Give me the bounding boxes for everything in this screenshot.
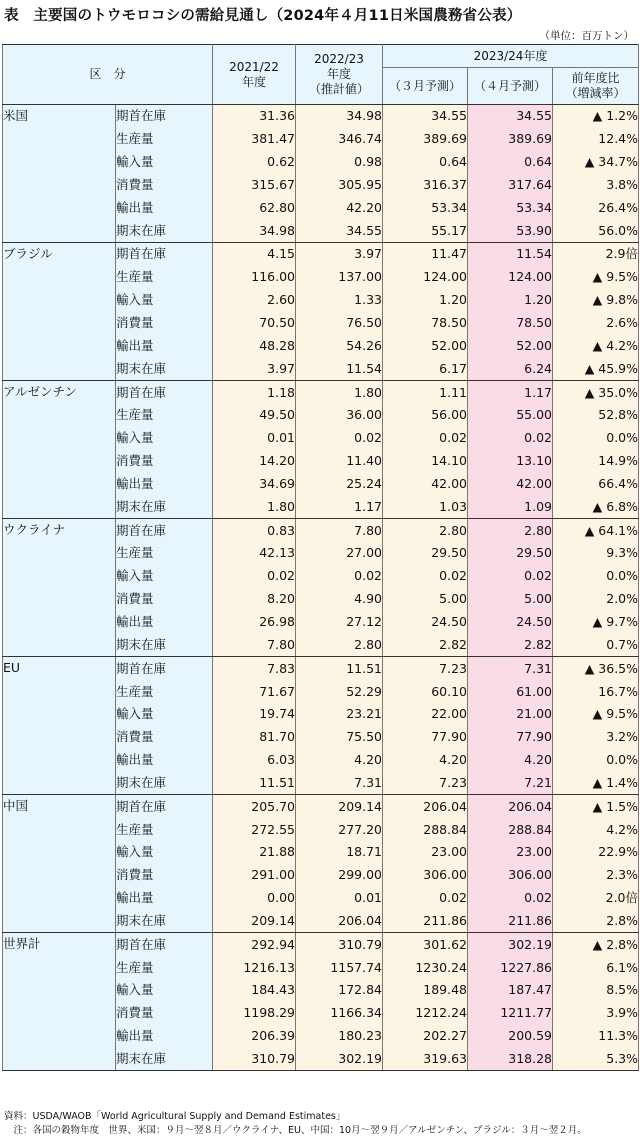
value-cell: 1.03 — [383, 495, 468, 518]
value-cell: 302.19 — [468, 933, 553, 956]
value-cell: 55.00 — [468, 404, 553, 427]
value-cell: 1.17 — [296, 495, 383, 518]
value-cell: 7.83 — [213, 657, 296, 680]
value-cell: 42.20 — [296, 196, 383, 219]
value-cell: 0.00 — [213, 887, 296, 910]
value-cell: 1.17 — [468, 381, 553, 404]
item-label: 期末在庫 — [116, 771, 213, 794]
value-cell: 206.39 — [213, 1025, 296, 1048]
value-cell: ▲ 9.7% — [553, 611, 639, 634]
item-label: 期首在庫 — [116, 105, 213, 128]
value-cell: 7.23 — [383, 771, 468, 794]
value-cell: 7.31 — [296, 771, 383, 794]
value-cell: 11.54 — [296, 357, 383, 380]
item-label: 生産量 — [116, 680, 213, 703]
table-row — [3, 795, 639, 818]
value-cell: 3.8% — [553, 174, 639, 197]
value-cell: ▲ 4.2% — [553, 334, 639, 357]
item-label: 期首在庫 — [116, 795, 213, 818]
category-header: 区 分 — [3, 45, 213, 105]
value-cell: 0.0% — [553, 427, 639, 450]
value-cell: 7.80 — [213, 633, 296, 656]
value-cell: 0.62 — [213, 151, 296, 174]
value-cell: 116.00 — [213, 266, 296, 289]
country-name: アルゼンチン — [3, 381, 116, 519]
item-label: 輸出量 — [116, 196, 213, 219]
value-cell: 75.50 — [296, 726, 383, 749]
value-cell: 189.48 — [383, 979, 468, 1002]
value-cell: 48.28 — [213, 334, 296, 357]
value-cell: 25.24 — [296, 473, 383, 496]
unit-label: （単位：百万トン） — [539, 30, 634, 42]
value-cell: 60.10 — [383, 680, 468, 703]
table-row — [3, 381, 639, 404]
value-cell: 18.71 — [296, 841, 383, 864]
value-cell: 211.86 — [383, 910, 468, 933]
value-cell: 288.84 — [468, 818, 553, 841]
value-cell: 318.28 — [468, 1048, 553, 1071]
value-cell: 2.82 — [468, 633, 553, 656]
value-cell: 206.04 — [468, 795, 553, 818]
value-cell: 52.00 — [468, 334, 553, 357]
item-label: 期首在庫 — [116, 381, 213, 404]
value-cell: 7.23 — [383, 657, 468, 680]
value-cell: 310.79 — [296, 933, 383, 956]
value-cell: 346.74 — [296, 128, 383, 151]
value-cell: 4.90 — [296, 588, 383, 611]
value-cell: 206.04 — [296, 910, 383, 933]
value-cell: 52.00 — [383, 334, 468, 357]
item-label: 輸出量 — [116, 1025, 213, 1048]
value-cell: 2.82 — [383, 633, 468, 656]
item-label: 消費量 — [116, 864, 213, 887]
value-cell: 202.27 — [383, 1025, 468, 1048]
table-body — [3, 105, 639, 1071]
value-cell: 52.8% — [553, 404, 639, 427]
value-cell: 29.50 — [468, 542, 553, 565]
value-cell: 200.59 — [468, 1025, 553, 1048]
value-cell: 1.33 — [296, 289, 383, 312]
value-cell: 66.4% — [553, 473, 639, 496]
table-row — [3, 243, 639, 266]
value-cell: 272.55 — [213, 818, 296, 841]
value-cell: 211.86 — [468, 910, 553, 933]
value-cell: 34.98 — [296, 105, 383, 128]
value-cell: 310.79 — [213, 1048, 296, 1071]
value-cell: 0.02 — [468, 427, 553, 450]
item-label: 期末在庫 — [116, 910, 213, 933]
value-cell: 3.97 — [296, 243, 383, 266]
value-cell: 187.47 — [468, 979, 553, 1002]
value-cell: 4.20 — [468, 749, 553, 772]
value-cell: 288.84 — [383, 818, 468, 841]
value-cell: ▲ 45.9% — [553, 357, 639, 380]
value-cell: 6.17 — [383, 357, 468, 380]
value-cell: 11.54 — [468, 243, 553, 266]
item-label: 輸入量 — [116, 841, 213, 864]
value-cell: 78.50 — [383, 312, 468, 335]
value-cell: 31.36 — [213, 105, 296, 128]
item-label: 輸入量 — [116, 565, 213, 588]
value-cell: 2.60 — [213, 289, 296, 312]
item-label: 期首在庫 — [116, 519, 213, 542]
value-cell: 22.9% — [553, 841, 639, 864]
value-cell: 1.80 — [213, 495, 296, 518]
value-cell: 11.40 — [296, 450, 383, 473]
value-cell: 21.00 — [468, 703, 553, 726]
value-cell: 180.23 — [296, 1025, 383, 1048]
value-cell: 36.00 — [296, 404, 383, 427]
value-cell: 49.50 — [213, 404, 296, 427]
value-cell: 52.29 — [296, 680, 383, 703]
source-note: 資料：USDA/WAOB「World Agricultural Supply and Demand Estimates」 — [4, 1111, 346, 1122]
value-cell: 6.24 — [468, 357, 553, 380]
value-cell: 319.63 — [383, 1048, 468, 1071]
value-cell: 16.7% — [553, 680, 639, 703]
value-cell: 14.9% — [553, 450, 639, 473]
value-cell: 53.90 — [468, 219, 553, 242]
value-cell: 209.14 — [213, 910, 296, 933]
value-cell: 19.74 — [213, 703, 296, 726]
item-label: 消費量 — [116, 1002, 213, 1025]
item-label: 消費量 — [116, 450, 213, 473]
value-cell: 1.11 — [383, 381, 468, 404]
value-cell: 23.00 — [383, 841, 468, 864]
value-cell: 7.21 — [468, 771, 553, 794]
item-label: 輸入量 — [116, 289, 213, 312]
value-cell: ▲ 34.7% — [553, 151, 639, 174]
value-cell: ▲ 6.8% — [553, 495, 639, 518]
col-2022-header: 2022/23 年度 （推計値） — [296, 45, 383, 105]
value-cell: ▲ 64.1% — [553, 519, 639, 542]
value-cell: 292.94 — [213, 933, 296, 956]
value-cell: 315.67 — [213, 174, 296, 197]
value-cell: 56.0% — [553, 219, 639, 242]
value-cell: 77.90 — [468, 726, 553, 749]
value-cell: 2.0% — [553, 588, 639, 611]
country-name: 米国 — [3, 105, 116, 243]
value-cell: 11.51 — [213, 771, 296, 794]
value-cell: 206.04 — [383, 795, 468, 818]
item-label: 消費量 — [116, 312, 213, 335]
value-cell: 62.80 — [213, 196, 296, 219]
value-cell: 27.00 — [296, 542, 383, 565]
item-label: 期首在庫 — [116, 657, 213, 680]
value-cell: 1227.86 — [468, 956, 553, 979]
value-cell: 6.1% — [553, 956, 639, 979]
item-label: 生産量 — [116, 542, 213, 565]
value-cell: ▲ 9.8% — [553, 289, 639, 312]
value-cell: 0.64 — [468, 151, 553, 174]
value-cell: 5.3% — [553, 1048, 639, 1071]
value-cell: 11.3% — [553, 1025, 639, 1048]
value-cell: 291.00 — [213, 864, 296, 887]
value-cell: 22.00 — [383, 703, 468, 726]
item-label: 期末在庫 — [116, 495, 213, 518]
value-cell: ▲ 35.0% — [553, 381, 639, 404]
value-cell: 4.20 — [296, 749, 383, 772]
item-label: 輸入量 — [116, 979, 213, 1002]
col-april-header: （４月予測） — [468, 68, 553, 105]
value-cell: 2.9倍 — [553, 243, 639, 266]
value-cell: 302.19 — [296, 1048, 383, 1071]
country-name: EU — [3, 657, 116, 795]
value-cell: 0.83 — [213, 519, 296, 542]
value-cell: 389.69 — [383, 128, 468, 151]
value-cell: 23.00 — [468, 841, 553, 864]
value-cell: 2.0倍 — [553, 887, 639, 910]
country-name: ブラジル — [3, 243, 116, 381]
value-cell: ▲ 9.5% — [553, 703, 639, 726]
item-label: 輸入量 — [116, 427, 213, 450]
country-name: 世界計 — [3, 933, 116, 1071]
value-cell: 8.20 — [213, 588, 296, 611]
col-yoy-header: 前年度比 （増減率） — [553, 68, 639, 105]
country-name: 中国 — [3, 795, 116, 933]
table-row — [3, 105, 639, 128]
value-cell: 55.17 — [383, 219, 468, 242]
item-label: 消費量 — [116, 726, 213, 749]
value-cell: 29.50 — [383, 542, 468, 565]
value-cell: 0.02 — [296, 427, 383, 450]
value-cell: 23.21 — [296, 703, 383, 726]
value-cell: 1212.24 — [383, 1002, 468, 1025]
supply-demand-table — [2, 44, 639, 1071]
item-label: 輸出量 — [116, 334, 213, 357]
value-cell: 172.84 — [296, 979, 383, 1002]
value-cell: 14.20 — [213, 450, 296, 473]
value-cell: 26.4% — [553, 196, 639, 219]
value-cell: 34.98 — [213, 219, 296, 242]
value-cell: 0.7% — [553, 633, 639, 656]
item-label: 輸出量 — [116, 473, 213, 496]
value-cell: 0.01 — [213, 427, 296, 450]
table-row — [3, 933, 639, 956]
value-cell: 305.95 — [296, 174, 383, 197]
value-cell: 77.90 — [383, 726, 468, 749]
item-label: 生産量 — [116, 404, 213, 427]
country-name: ウクライナ — [3, 519, 116, 657]
value-cell: 34.69 — [213, 473, 296, 496]
value-cell: 56.00 — [383, 404, 468, 427]
value-cell: 4.2% — [553, 818, 639, 841]
value-cell: 1230.24 — [383, 956, 468, 979]
value-cell: 12.4% — [553, 128, 639, 151]
value-cell: 21.88 — [213, 841, 296, 864]
value-cell: 0.02 — [383, 887, 468, 910]
col-march-header: （３月予測） — [383, 68, 468, 105]
value-cell: 2.80 — [296, 633, 383, 656]
value-cell: 8.5% — [553, 979, 639, 1002]
value-cell: 184.43 — [213, 979, 296, 1002]
value-cell: 13.10 — [468, 450, 553, 473]
value-cell: 306.00 — [468, 864, 553, 887]
item-label: 期末在庫 — [116, 633, 213, 656]
value-cell: 0.98 — [296, 151, 383, 174]
value-cell: 7.80 — [296, 519, 383, 542]
item-label: 生産量 — [116, 266, 213, 289]
value-cell: 1.20 — [468, 289, 553, 312]
value-cell: 1166.34 — [296, 1002, 383, 1025]
value-cell: 2.8% — [553, 910, 639, 933]
value-cell: ▲ 1.4% — [553, 771, 639, 794]
table-row — [3, 519, 639, 542]
value-cell: 27.12 — [296, 611, 383, 634]
item-label: 輸入量 — [116, 151, 213, 174]
value-cell: 137.00 — [296, 266, 383, 289]
item-label: 生産量 — [116, 128, 213, 151]
item-label: 輸出量 — [116, 887, 213, 910]
value-cell: 0.02 — [296, 565, 383, 588]
value-cell: 26.98 — [213, 611, 296, 634]
value-cell: 0.64 — [383, 151, 468, 174]
value-cell: 42.00 — [468, 473, 553, 496]
value-cell: 1.20 — [383, 289, 468, 312]
value-cell: 2.80 — [468, 519, 553, 542]
item-label: 輸出量 — [116, 749, 213, 772]
value-cell: 317.64 — [468, 174, 553, 197]
value-cell: 277.20 — [296, 818, 383, 841]
value-cell: 209.14 — [296, 795, 383, 818]
value-cell: 11.51 — [296, 657, 383, 680]
value-cell: 24.50 — [468, 611, 553, 634]
value-cell: 5.00 — [468, 588, 553, 611]
item-label: 生産量 — [116, 956, 213, 979]
value-cell: ▲ 2.8% — [553, 933, 639, 956]
value-cell: 0.02 — [468, 887, 553, 910]
value-cell: 3.9% — [553, 1002, 639, 1025]
value-cell: 205.70 — [213, 795, 296, 818]
value-cell: 381.47 — [213, 128, 296, 151]
value-cell: 42.00 — [383, 473, 468, 496]
value-cell: 0.02 — [213, 565, 296, 588]
value-cell: 124.00 — [383, 266, 468, 289]
value-cell: 2.6% — [553, 312, 639, 335]
value-cell: 0.0% — [553, 749, 639, 772]
value-cell: 7.31 — [468, 657, 553, 680]
value-cell: 4.15 — [213, 243, 296, 266]
item-label: 消費量 — [116, 588, 213, 611]
item-label: 期首在庫 — [116, 243, 213, 266]
value-cell: 0.02 — [383, 565, 468, 588]
table-title: 表 主要国のトウモロコシの需給見通し（2024年４月11日米国農務省公表） — [4, 8, 522, 24]
value-cell: 124.00 — [468, 266, 553, 289]
item-label: 期末在庫 — [116, 1048, 213, 1071]
value-cell: 34.55 — [296, 219, 383, 242]
item-label: 期末在庫 — [116, 219, 213, 242]
value-cell: ▲ 1.2% — [553, 105, 639, 128]
item-label: 生産量 — [116, 818, 213, 841]
item-label: 消費量 — [116, 174, 213, 197]
value-cell: 54.26 — [296, 334, 383, 357]
value-cell: 1157.74 — [296, 956, 383, 979]
value-cell: 34.55 — [468, 105, 553, 128]
value-cell: 301.62 — [383, 933, 468, 956]
value-cell: 316.37 — [383, 174, 468, 197]
value-cell: 53.34 — [468, 196, 553, 219]
item-label: 期末在庫 — [116, 357, 213, 380]
value-cell: 1.18 — [213, 381, 296, 404]
value-cell: 5.00 — [383, 588, 468, 611]
value-cell: 11.47 — [383, 243, 468, 266]
value-cell: 76.50 — [296, 312, 383, 335]
value-cell: 1.80 — [296, 381, 383, 404]
footnote: 注：各国の穀物年度 世界、米国：９月～翌８月／ウクライナ、EU、中国：10月～翌９月／アルゼンチン、ブラジル：３月～翌２月。 — [4, 1125, 587, 1136]
value-cell: 6.03 — [213, 749, 296, 772]
value-cell: ▲ 36.5% — [553, 657, 639, 680]
value-cell: 61.00 — [468, 680, 553, 703]
value-cell: 306.00 — [383, 864, 468, 887]
value-cell: 71.67 — [213, 680, 296, 703]
value-cell: 0.0% — [553, 565, 639, 588]
value-cell: 389.69 — [468, 128, 553, 151]
value-cell: 9.3% — [553, 542, 639, 565]
value-cell: 0.02 — [468, 565, 553, 588]
value-cell: 2.3% — [553, 864, 639, 887]
item-label: 輸入量 — [116, 703, 213, 726]
value-cell: 81.70 — [213, 726, 296, 749]
item-label: 期首在庫 — [116, 933, 213, 956]
value-cell: ▲ 1.5% — [553, 795, 639, 818]
value-cell: 78.50 — [468, 312, 553, 335]
value-cell: 42.13 — [213, 542, 296, 565]
value-cell: 0.01 — [296, 887, 383, 910]
col-2021-header: 2021/22 年度 — [213, 45, 296, 105]
value-cell: 1.09 — [468, 495, 553, 518]
group-2023-header: 2023/24年度 — [383, 45, 639, 68]
value-cell: 3.2% — [553, 726, 639, 749]
value-cell: 24.50 — [383, 611, 468, 634]
table-row — [3, 657, 639, 680]
value-cell: ▲ 9.5% — [553, 266, 639, 289]
value-cell: 2.80 — [383, 519, 468, 542]
value-cell: 0.02 — [383, 427, 468, 450]
value-cell: 70.50 — [213, 312, 296, 335]
value-cell: 14.10 — [383, 450, 468, 473]
value-cell: 1211.77 — [468, 1002, 553, 1025]
value-cell: 1216.13 — [213, 956, 296, 979]
value-cell: 299.00 — [296, 864, 383, 887]
value-cell: 34.55 — [383, 105, 468, 128]
item-label: 輸出量 — [116, 611, 213, 634]
value-cell: 4.20 — [383, 749, 468, 772]
value-cell: 3.97 — [213, 357, 296, 380]
value-cell: 1198.29 — [213, 1002, 296, 1025]
value-cell: 53.34 — [383, 196, 468, 219]
